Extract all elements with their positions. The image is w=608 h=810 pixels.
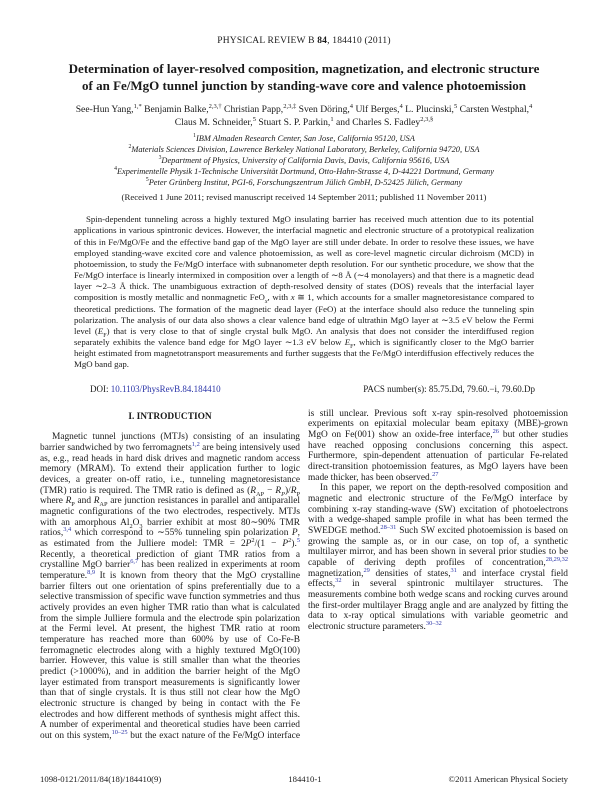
affiliation-list <box>40 133 568 188</box>
paper-title-line1: Determination of layer-resolved composition, magnetization, and electronic structure <box>68 61 540 76</box>
footer-page-number: 184410-1 <box>288 774 322 784</box>
page-footer <box>40 774 568 784</box>
doi-link[interactable]: 10.1103/PhysRevB.84.184410 <box>110 383 221 394</box>
citation-link[interactable]: 28–31 <box>380 523 397 531</box>
section-heading-introduction: I. INTRODUCTION <box>128 411 212 422</box>
citation-link[interactable]: 5 <box>296 536 300 544</box>
citation-link[interactable]: 28,29,32 <box>545 555 568 563</box>
journal-header: PHYSICAL REVIEW B 84, 184410 (2011) <box>217 36 391 46</box>
affiliation-4: $^4$Experimentelle Physik 1-Technische Universität Dortmund, Otto-Hahn-Strasse 4, D-44221 Dortmund, Germany <box>114 166 494 176</box>
affiliation-5: $^5$Peter Grünberg Institut, PGI-6, Forschungszentrum Jülich GmbH, D-52425 Jülich, Germany <box>145 177 463 188</box>
citation-link[interactable]: 10–25 <box>111 728 128 736</box>
introduction-paragraph-2: In this paper, we report on the depth-resolved composition and magnetic and electronic structure of the Fe/MgO interface by combining x-ray standing-wave (SW) excitation of photoelectrons with a wedge-shaped sample profile in what has been termed the SWEDGE method.$^{28-31}$ Such SW excited photoemission is based on growing the sample as, or in our case, on top of, a synthetic multilayer mirror, and has been shown in several prior studies to be capable of deriving depth profiles of concentration,$^{28,29,32}$ magnetization,$^{29}$ densities of states,$^{31}$ and interface crystal field effects,$^{32}$ in several spintronic multilayer structures. The measurements combine both wedge scans and rocking curves around the first-order multilayer Bragg angle and are analyzed by fitting the data to x-ray optical simulations with variable geometric and electronic structure parameters.$^{30-32}$ <box>308 483 568 633</box>
affiliation-3: $^3$Department of Physics, University of California Davis, Davis, California 95616, USA <box>158 155 450 165</box>
body-columns <box>40 409 568 743</box>
citation-link[interactable]: 31 <box>450 566 457 574</box>
doi-pacs-line <box>90 384 535 394</box>
introduction-paragraph-1: Magnetic tunnel junctions (MTJs) consisting of an insulating barrier sandwiched by two ferromagnets$^{1,2}$ are being intensively used as, e.g., read heads in hard disk drives and magnetic random access memory (MRAM). To extend their application further to logic devices, a greater on-off ratio, i.e., tunneling magnetoresistance (TMR) ratio is required. The TMR ratio is defined as $(R_{AP} - R_P)/R_P$ where $R_P$ and $R_{AP}$ are junction resistances in parallel and antiparallel magnetic configurations of the two electrodes, respectively. MTJs with an amorphous $Al_2O_3$ barrier exhibit at most 80∼90% TMR ratios,$^{3,4}$ which correspond to ∼55% tunneling spin polarization P, as estimated from the Julliere model: TMR = $2P^2/(1 - P^2).^5$ Recently, a theoretical prediction of giant TMR ratios from a crystalline MgO barrier$^{6,7}$ has been realized in experiments at room temperature.$^{8,9}$ It is known from theory that the MgO crystalline barrier filters out one orientation of spins preferentially due to a selective transmission of specific wave function symmetries and thus actively provides an even higher TMR ratio than what is calculated from the simple Julliere formula and the electrode spin polarization at the Fermi level. At present, the highest TMR ratio at room temperature has reached more than 600% by use of Co-Fe-B ferromagnetic electrodes along with a highly textured MgO(100) barrier. However, this value is still smaller than what the theories predict (>1000%), and in addition the barrier height of the MgO layer estimated from transport measurements is significantly lower than that of single crystals. It is thus still not clear how the MgO electronic structure is changed by being in contact with the Fe electrodes and how different methods of synthesis might affect this. A number of experimental and theoretical studies have been carried out on this system,$^{10-25}$ but the exact nature of the Fe/MgO interface is still unclear. Previous soft x-ray spin-resolved photoemission experiments on epitaxial molecular beam epitaxy (MBE)-grown MgO on Fe(001) show an oxide-free interface,$^{26}$ but other studies have reached opposing conclusions concerning this aspect. Furthermore, spin-dependent attenuation of particular Fe-related direct-transition photoemission features, as MgO layers have been made thicker, has been observed.$^{27}$ <box>40 408 568 742</box>
author-line-1: See-Hun Yang,$^{1,*}$ Benjamin Balke,$^{2,3,\dagger}$ Christian Papp,$^{2,3,\ddagger}$ Sven Döring,$^4$ Ulf Berges,$^4$ L. Plucinski,$^5$ Carsten Westphal,$^4$ <box>75 103 533 116</box>
doi-label: DOI: <box>90 383 111 394</box>
citation-link[interactable]: 29 <box>363 566 370 574</box>
citation-link[interactable]: 3,4 <box>63 526 72 534</box>
citation-link[interactable]: 32 <box>335 577 342 585</box>
footer-copyright: ©2011 American Physical Society <box>448 774 568 784</box>
doi-line <box>90 384 221 394</box>
citation-link[interactable]: 26 <box>492 427 499 435</box>
author-line-2: Claus M. Schneider,$^5$ Stuart S. P. Parkin,$^1$ and Charles S. Fadley$^{2,3,\S}$ <box>174 116 434 129</box>
abstract: Spin-dependent tunneling across a highly textured MgO insulating barrier has received much attention due to its potential applications in various spintronic devices. However, the interfacial magnetic and electronic structure of a prototypical realization of this in Fe/MgO/Fe and the effective band gap of the MgO layer are still under debate. In order to resolve these issues, we have employed standing-wave excited core and valence photoemission, as well as core-level magnetic circular dichroism (MCD) in photoemission, to study the Fe/MgO interface with subnanometer depth resolution. For our synthetic procedure, we show that the Fe/MgO interface is linearly intermixed in composition over a length of ∼8 Å (∼4 monolayers) and that there is a magnetic dead layer ∼2–3 Å thick. The unambiguous extraction of depth-resolved density of states (DOS) reveals that the interfacial layer composition is mostly metallic and nonmagnetic FeO$_x$, with x ≅ 1, which accounts for a smaller magnetoresistance compared to theoretical predictions. The formation of the magnetic dead layer (FeO) at the interface should also reduce the tunneling spin polarization. The analysis of our data also shows a clear valence band edge of ultrathin MgO layer at ∼3.5 eV below the Fermi level $(E_F)$ that is very close to that of single crystal bulk MgO. An analysis that does not consider the interdiffused region separately exhibits the valence band edge for MgO layer ∼1.3 eV below $E_F$, which is significantly closer to the MgO barrier height estimated from magnetotransport measurements and further suggests that the Fe/MgO interdiffusion effectively reduces the MgO band gap. <box>74 214 534 370</box>
pacs-line: PACS number(s): 85.75.Dd, 79.60.−i, 79.60.Dp <box>363 383 535 394</box>
citation-link[interactable]: 6,7 <box>130 558 139 566</box>
paper-title-line2: of an Fe/MgO tunnel junction by standing-wave core and valence photoemission <box>82 77 526 93</box>
affiliation-1: $^1$IBM Almaden Research Center, San Jose, California 95120, USA <box>193 132 415 143</box>
citation-link[interactable]: 8,9 <box>87 568 96 576</box>
citation-link[interactable]: 1,2 <box>191 440 200 448</box>
affiliation-2: $^2$Materials Sciences Division, Lawrence Berkeley National Laboratory, Berkeley, California 94720, USA <box>128 144 480 154</box>
received-line: (Received 1 June 2011; revised manuscript received 14 September 2011; published 11 November 2011) <box>121 192 487 203</box>
footer-issn: 1098-0121/2011/84(18)/184410(9) <box>40 774 162 784</box>
citation-link[interactable]: 27 <box>432 470 439 478</box>
paper-title <box>40 61 568 94</box>
author-list <box>40 103 568 129</box>
citation-link[interactable]: 30–32 <box>425 619 442 627</box>
